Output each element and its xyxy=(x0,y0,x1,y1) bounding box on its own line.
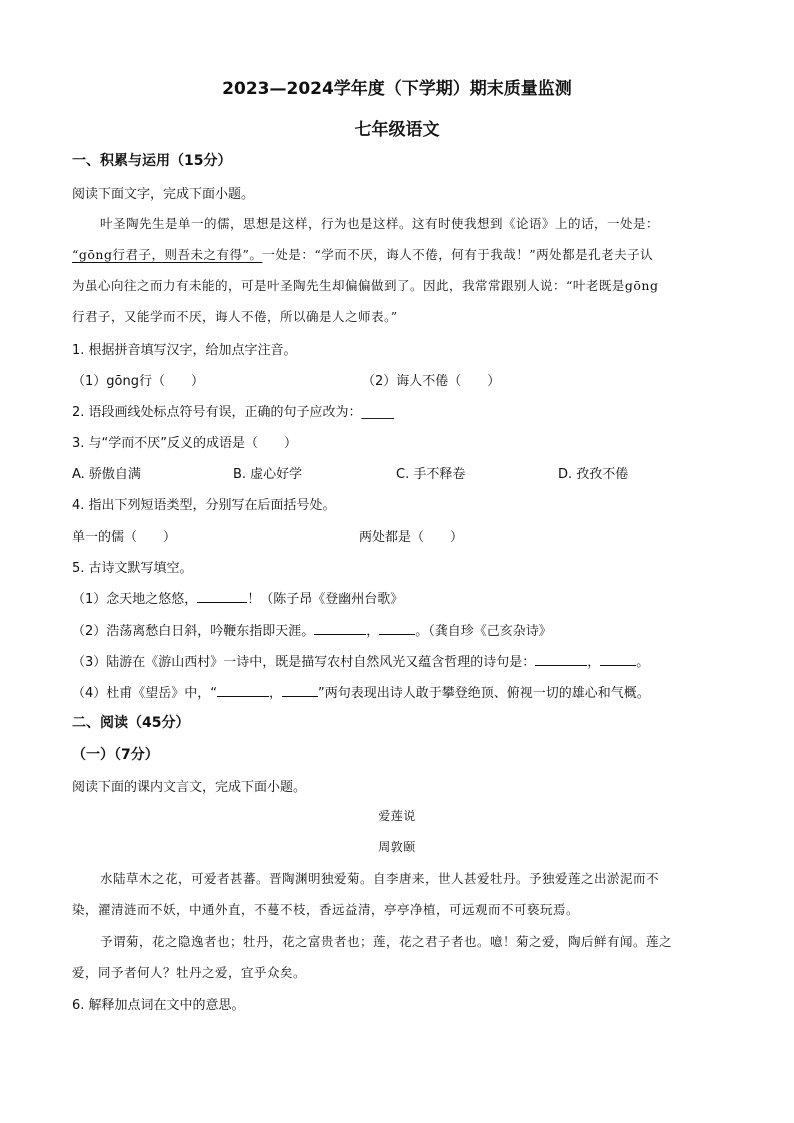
question-5-sub-4 xyxy=(72,682,650,701)
essay-para-2-line-1: 予谓菊，花之隐逸者也；牡丹，花之富贵者也；莲，花之君子者也。噫！菊之爱，陶后鲜有闻。莲之 xyxy=(100,934,673,949)
option-b: B. 虚心好学 xyxy=(233,467,303,482)
section-heading-2: 二、阅读（45分） xyxy=(72,715,190,731)
question-1-item-b: （2）诲人不倦（ ） xyxy=(362,374,501,389)
essay-para-1-line-1: 水陆草木之花，可爱者甚蕃。晋陶渊明独爱菊。自李唐来，世人甚爱牡丹。予独爱莲之出淤泥而不 xyxy=(100,871,660,886)
question-5-sub-3 xyxy=(72,651,649,670)
section-intro-2: 阅读下面的课内文言文，完成下面小题。 xyxy=(72,780,307,795)
question-4-item-a: 单一的儒（ ） xyxy=(72,530,177,545)
fill-blank xyxy=(197,590,247,603)
fill-blank xyxy=(535,653,587,666)
q5-4-text-c: ”两句表现出诗人敢于攀登绝顶、俯视一切的雄心和气概。 xyxy=(318,686,650,701)
passage-line-2 xyxy=(72,245,653,263)
option-a: A. 骄傲自满 xyxy=(72,467,141,482)
essay-para-2-line-2: 爱，同予者何人？牡丹之爱，宜乎众矣。 xyxy=(72,965,307,980)
question-4: 4. 指出下列短语类型，分别写在后面括号处。 xyxy=(72,498,336,513)
q5-2-text-a: （2）浩荡离愁白日斜，吟鞭东指即天涯。 xyxy=(72,624,315,639)
q5-1-text-a: （1）念天地之悠悠， xyxy=(72,592,198,607)
passage-line-4: 行君子，又能学而不厌，诲人不倦，所以确是人之师表。” xyxy=(72,309,398,324)
question-2 xyxy=(72,401,394,420)
q5-2-text-c: 。（龚自珍《己亥杂诗》 xyxy=(415,624,552,639)
passage-line-3: 为虽心向往之而力有未能的，可是叶圣陶先生却偏偏做到了。因此，我常常跟别人说：“叶老既是gōng xyxy=(72,278,659,293)
option-c: C. 手不释卷 xyxy=(396,467,466,482)
exam-subtitle: 七年级语文 xyxy=(354,120,440,140)
underlined-sentence: “gōng行君子，则吾未之有得”。 xyxy=(72,247,263,262)
answer-blank: _____ xyxy=(361,405,395,420)
subsection-heading: （一）（7分） xyxy=(72,747,159,763)
fill-blank xyxy=(314,622,366,635)
exam-title: 2023—2024学年度（下学期）期末质量监测 xyxy=(222,79,572,99)
passage-line-2-rest: 一处是：“学而不厌，诲人不倦，何有于我哉！”两处都是孔老夫子认 xyxy=(262,247,654,262)
question-5-sub-1 xyxy=(72,588,403,607)
question-6: 6. 解释加点词在文中的意思。 xyxy=(72,998,245,1013)
passage-line-1: 叶圣陶先生是单一的儒，思想是这样，行为也是这样。这有时使我想到《论语》上的话，一处是： xyxy=(100,216,660,231)
q5-2-text-b: ， xyxy=(366,624,380,639)
option-d: D. 孜孜不倦 xyxy=(558,467,629,482)
essay-author: 周敦颐 xyxy=(378,840,416,854)
question-5-sub-2 xyxy=(72,620,552,639)
fill-blank xyxy=(600,653,636,666)
question-4-item-b: 两处都是（ ） xyxy=(359,530,464,545)
q5-4-text-b: ， xyxy=(269,686,283,701)
q5-1-text-b: ！（陈子昂《登幽州台歌》 xyxy=(247,592,404,607)
q5-3-text-c: 。 xyxy=(636,655,650,670)
section-heading-1: 一、积累与运用（15分） xyxy=(72,153,232,169)
fill-blank xyxy=(379,622,415,635)
essay-para-1-line-2: 染，濯清涟而不妖，中通外直，不蔓不枝，香远益清，亭亭净植，可远观而不可亵玩焉。 xyxy=(72,902,580,917)
q5-3-text-a: （3）陆游在《游山西村》一诗中，既是描写农村自然风光又蕴含哲理的诗句是： xyxy=(72,655,536,670)
question-2-stem: 2. 语段画线处标点符号有误，正确的句子应改为： xyxy=(72,405,362,420)
q5-4-text-a: （4）杜甫《望岳》中，“ xyxy=(72,686,218,701)
question-3: 3. 与“学而不厌”反义的成语是（ ） xyxy=(72,436,298,451)
section-intro-1: 阅读下面文字，完成下面小题。 xyxy=(72,187,255,202)
question-1: 1. 根据拼音填写汉字，给加点字注音。 xyxy=(72,343,297,358)
fill-blank xyxy=(217,684,269,697)
fill-blank xyxy=(282,684,318,697)
question-1-item-a: （1）gōng行（ ） xyxy=(72,374,204,389)
question-5: 5. 古诗文默写填空。 xyxy=(72,561,193,576)
q5-3-text-b: ， xyxy=(587,655,601,670)
essay-title: 爱莲说 xyxy=(378,809,416,823)
